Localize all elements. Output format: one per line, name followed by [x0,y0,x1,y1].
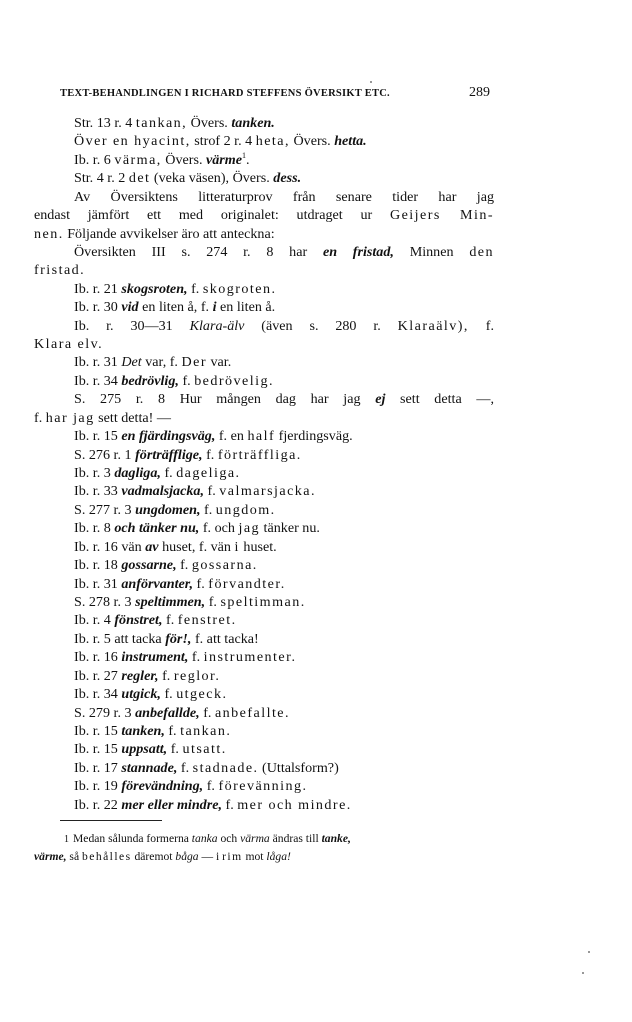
text-fragment-sp: fristad. [34,262,86,279]
text-fragment-it: Det [121,354,142,371]
text-fragment: Ib. r. 15 [74,722,122,739]
text-line [34,188,494,206]
text-fragment-it: låga! [266,850,291,863]
text-fragment-sp: anbefallte. [214,704,290,721]
text-fragment: Av Översiktens litteraturprov från senare tider har jag [74,188,494,205]
text-fragment-sp: tankan, [135,115,188,131]
text-fragment-bi: förevändning, [121,778,204,795]
text-line [34,740,494,758]
text-fragment: S. 279 r. 3 [74,704,136,721]
text-fragment-bi: utgick, [121,686,161,703]
text-fragment-sp: half [247,428,276,445]
text-fragment-bi: anbefallde, [135,704,200,721]
text-fragment: f. [202,446,218,463]
text-fragment-bi: av [145,538,159,555]
text-fragment: f. [199,704,215,721]
text-fragment: — i [198,850,223,863]
text-fragment: f. [177,759,193,776]
text-line [34,390,494,408]
text-fragment: Minnen [393,243,470,260]
text-fragment: strof 2 r. 4 [190,133,256,150]
text-fragment-sp: förevänning. [218,778,308,795]
text-fragment-sp: skogroten. [202,280,277,297]
text-line [34,630,494,648]
text-fragment-bi: tanke, [321,832,351,845]
text-fragment: Ib. r. 34 [74,686,122,703]
text-fragment-sp: nen. [34,225,64,242]
text-fragment: en liten å. [216,299,276,316]
text-line [34,482,494,500]
text-fragment-bi: tanken, [121,722,165,739]
text-line [34,611,494,629]
text-fragment: Ib. r. 34 [74,372,122,389]
text-fragment: Ib. r. 22 [74,796,122,813]
main-text-block [34,114,494,814]
text-line [34,151,494,169]
text-fragment-it: Klara-älv [189,317,245,334]
page-number: 289 [469,85,490,100]
text-line [34,409,494,427]
text-fragment: f. att tacka! [191,630,259,647]
text-fragment-sp: behålles [82,850,132,863]
text-fragment-bi: tanken. [231,115,275,131]
footnote-line [34,848,494,866]
text-line [34,464,494,482]
text-fragment-sp: förträffliga. [217,446,302,463]
text-fragment: så [66,850,82,863]
text-line [34,593,494,611]
text-line [34,501,494,519]
text-fragment: Ib. r. 21 [74,280,122,297]
text-line [34,575,494,593]
text-fragment-sp: har jag [45,409,95,426]
text-line [34,169,494,187]
text-fragment: Str. 13 r. 4 [74,115,136,131]
text-fragment: f. [160,686,177,703]
text-fragment: däremot [131,850,176,863]
text-fragment-sp: tankan. [180,722,232,739]
running-title: TEXT-BEHANDLINGEN I RICHARD STEFFENS ÖVERSIKT ETC. [60,88,390,99]
text-fragment: Ib. r. 33 [74,483,122,500]
text-line [34,225,494,243]
text-fragment: Ib. r. 16 [74,649,122,666]
text-fragment-bi: speltimmen, [135,593,206,610]
text-fragment-bi: ungdomen, [135,501,201,518]
text-fragment: Övers. [161,151,206,168]
text-fragment: Ib. r. 6 [74,151,115,168]
text-fragment-sp: gossarna. [191,557,258,574]
text-line [34,427,494,445]
footnote-divider [60,820,162,821]
text-fragment-sp: stadnade. [192,759,259,776]
text-fragment: Ib. r. 4 [74,612,115,629]
text-fragment: Övers. [187,115,232,131]
text-fragment: en liten å, f. [138,299,213,316]
text-fragment: Ib. r. 15 [74,428,122,445]
text-fragment: Ib. r. 18 [74,557,122,574]
text-fragment: S. 275 r. 8 Hur mången dag har jag [74,391,376,408]
text-fragment: Ib. r. 5 att tacka [74,630,166,647]
text-fragment: f. [188,649,204,666]
text-fragment: f. [203,483,220,500]
text-fragment-sp: Der [181,354,207,371]
text-fragment: f. [221,796,238,813]
footnote-number: 1 [64,834,69,845]
text-fragment-bi: gossarne, [121,557,177,574]
text-line [34,796,494,814]
text-fragment-bi: ej [375,391,386,408]
text-fragment-sp: Över en hyacint, [74,133,191,150]
text-fragment-sp: ungdom. [215,501,276,518]
running-header [60,85,490,104]
text-fragment-bi: fönstret, [114,612,163,629]
text-fragment: sett detta —, [385,391,494,408]
text-line [34,335,494,353]
text-line [34,648,494,666]
text-fragment: f. [203,778,219,795]
text-fragment-bi: stannade, [121,759,178,776]
text-fragment: var, f. [141,354,182,371]
text-fragment: f. [200,501,216,518]
text-fragment-bi: uppsatt, [121,741,168,758]
text-line [34,206,494,224]
text-fragment: . [246,151,250,168]
footnote-reference: 1 [242,150,247,160]
text-fragment-bi: skogsroten, [121,280,188,297]
text-fragment-sp: i [234,538,240,555]
text-fragment-sp: bedrövelig. [194,372,274,389]
text-fragment-sp: förvandter. [208,575,286,592]
text-fragment: f. [158,667,174,684]
footnote-line [34,830,494,848]
text-fragment: f. [178,372,195,389]
text-fragment: Ib. r. 16 vän [74,538,146,555]
text-fragment-sp: den [469,243,495,260]
scan-speck [582,972,584,974]
text-line [34,446,494,464]
text-fragment-bi: instrument, [121,649,189,666]
text-fragment-sp: valmarsjacka. [219,483,316,500]
text-fragment: f. [176,557,192,574]
text-line [34,722,494,740]
text-fragment: Ib. r. 19 [74,778,122,795]
text-fragment: f. [193,575,209,592]
text-fragment: Följande avvikelser äro att anteckna: [63,225,275,242]
text-fragment-sp: dageliga. [176,465,241,482]
text-fragment-bi: bedrövlig, [121,372,179,389]
text-line [34,261,494,279]
text-fragment-bi: en fristad, [322,243,394,260]
text-fragment: Ib. r. 31 [74,354,122,371]
text-fragment: f. och [199,520,239,537]
text-fragment: (veka väsen), Övers. [150,170,274,187]
text-line [34,667,494,685]
text-line [34,132,494,150]
footnote-block [34,830,494,866]
text-fragment-bi: för!, [165,630,192,647]
text-fragment: sett detta! — [94,409,171,426]
text-fragment: Medan sålunda formerna [73,832,192,845]
text-fragment: (även s. 280 r. [244,317,398,334]
text-line [34,519,494,537]
text-fragment: S. 276 r. 1 [74,446,136,463]
text-fragment-it: tanka [191,832,218,845]
text-line [34,556,494,574]
text-fragment: f. [160,465,177,482]
text-fragment-sp: heta, [255,133,290,150]
text-fragment-sp: instrumenter. [203,649,297,666]
text-fragment-bi: anförvanter, [121,575,194,592]
text-fragment: f. en [215,428,248,445]
text-fragment: Ib. r. 17 [74,759,122,776]
text-fragment-bi: värme [206,151,243,168]
text-fragment-sp: utgeck. [176,686,228,703]
text-fragment-bi: dess. [273,170,302,187]
text-fragment: Ib. r. 15 [74,741,122,758]
text-fragment: f. [187,280,203,297]
text-fragment-sp: värma, [114,151,162,168]
text-fragment: f. [167,741,183,758]
text-fragment: Ib. r. 31 [74,575,122,592]
text-fragment-it: värma [240,832,270,845]
text-fragment: S. 277 r. 3 [74,501,136,518]
text-fragment-bi: vid [121,299,139,316]
text-fragment: f. [468,317,494,334]
text-fragment-sp: utsatt. [182,741,227,758]
text-fragment: huset. [239,538,277,555]
text-fragment-sp: reglor. [173,667,221,684]
text-fragment: f. [162,612,178,629]
text-fragment-sp: rim [222,850,243,863]
scan-speck [588,951,590,953]
text-line [34,372,494,390]
text-line [34,114,494,132]
text-fragment: S. 278 r. 3 [74,593,136,610]
text-line [34,759,494,777]
text-line [34,538,494,556]
text-fragment: Översikten III s. 274 r. 8 har [74,243,323,260]
text-fragment-sp: Geijers Min- [389,207,494,224]
text-fragment-sp: jag [238,520,261,537]
text-fragment: f. [34,409,46,426]
text-fragment: tänker nu. [260,520,320,537]
text-fragment: och [217,832,241,845]
text-fragment: huset, f. vän [158,538,235,555]
text-fragment: endast jämfört ett med originalet: utdraget ur [34,207,390,224]
text-fragment-bi: förträfflige, [135,446,203,463]
text-line [34,243,494,261]
text-fragment-it: båga [175,850,199,863]
text-fragment: Ib. r. 3 [74,465,115,482]
text-fragment: (Uttalsform?) [258,759,339,776]
text-line [34,317,494,335]
text-fragment-bi: och tänker nu, [114,520,200,537]
text-fragment-bi: vadmalsjacka, [121,483,204,500]
text-fragment-sp: Klara elv. [34,336,104,353]
text-fragment-sp: det [128,170,151,187]
text-fragment-bi: mer eller mindre, [121,796,222,813]
text-line [34,704,494,722]
text-fragment: var. [206,354,232,371]
text-fragment-bi: värme, [34,850,67,863]
text-fragment-sp: mer och mindre. [237,796,352,813]
text-fragment: Str. 4 r. 2 [74,170,129,187]
text-line [34,353,494,371]
text-fragment-bi: hetta. [334,133,367,150]
text-fragment-sp: Klaraälv), [397,317,469,334]
text-fragment-sp: speltimman. [220,593,306,610]
scan-speck [370,81,372,83]
text-fragment-sp: fenstret. [177,612,237,629]
text-fragment: Ib. r. 27 [74,667,122,684]
text-fragment: Övers. [289,133,335,150]
text-fragment-bi: dagliga, [114,465,161,482]
text-fragment: Ib. r. 8 [74,520,115,537]
text-line [34,298,494,316]
text-fragment-bi: i [212,299,217,316]
text-fragment: Ib. r. 30 [74,299,122,316]
text-fragment: f. [205,593,221,610]
text-line [34,280,494,298]
text-fragment: mot [242,850,267,863]
text-fragment-bi: regler, [121,667,159,684]
text-fragment: ändras till [269,832,322,845]
text-fragment: Ib. r. 30—31 [74,317,190,334]
text-line [34,685,494,703]
text-fragment-bi: en fjärdingsväg, [121,428,216,445]
text-line [34,777,494,795]
text-fragment: fjerdingsväg. [275,428,353,445]
text-fragment: f. [164,722,181,739]
